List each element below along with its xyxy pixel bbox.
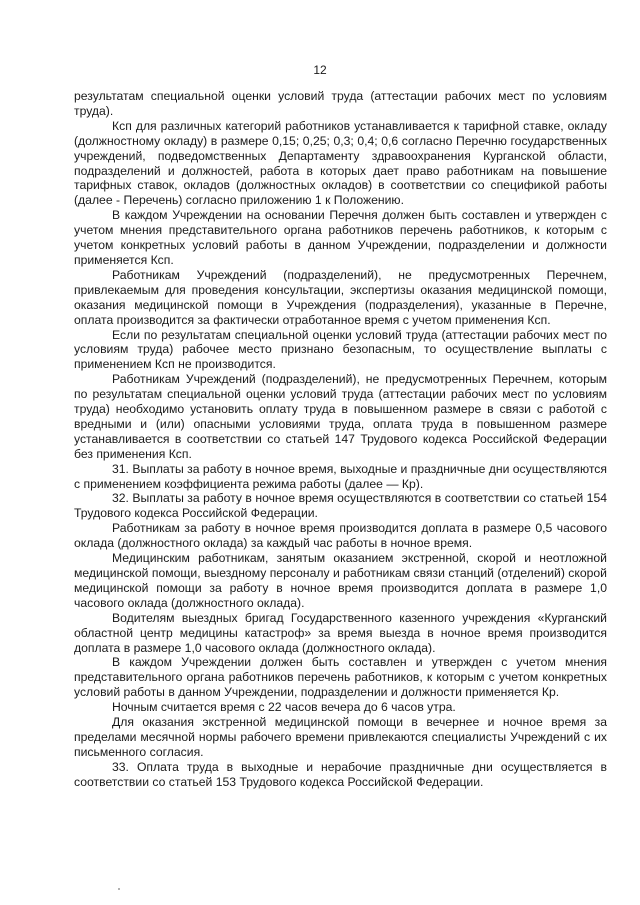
- document-body: [74, 89, 607, 790]
- paragraph-kr-list: В каждом Учреждении должен быть составлен и утвержден с учетом мнения представительного органа работников перечень работников, к которым с учетом конкретных условий работы в данном Учреждении, подразделении и должности применяется Кр.: [74, 655, 607, 700]
- page-number: 12: [313, 63, 327, 77]
- paragraph-safe-workplace: Если по результатам специальной оценки условий труда (аттестации рабочих мест по условиям труда) рабочее место признано безопасным, то осуществление выплаты с применением Ксп не производится.: [74, 327, 607, 372]
- paragraph-ksp-list: В каждом Учреждении на основании Перечня должен быть составлен и утвержден с учетом мнения представительного органа работников перечень работников, к которым с учетом конкретных условий работы в данном Учреждении, подразделении и должности применяется Ксп.: [74, 208, 607, 267]
- paragraph-drivers: Водителям выездных бригад Государственного казенного учреждения «Курганский областной центр медицины катастроф» за время выезда в ночное время производится доплата в размере 1,0 часового оклада (должностного оклада).: [74, 610, 607, 655]
- paragraph-night-hours: Ночным считается время с 22 часов вечера до 6 часов утра.: [112, 700, 456, 715]
- paragraph-ksp-rate: Ксп для различных категорий работников устанавливается к тарифной ставке, окладу (должностному окладу) в размере 0,15; 0,25; 0,3; 0,4; 0,6 согласно Перечню государственных учреждений, подведомственных Департаменту здравоохранения Курганской области, подразделений и должностей, работа в которых дает право работникам на повышение тарифных ставок, окладов (должностных окладов) в соответствии со спецификой работы (далее - Перечень) согласно приложению 1 к Положению.: [74, 118, 607, 208]
- paragraph-consultation: Работникам Учреждений (подразделений), не предусмотренных Перечнем, привлекаемым для проведения консультации, экспертизы оказания медицинской помощи, оказания медицинской помощи в Учреждения (подразделения), указанные в Перечне, оплата производится за фактически отработанное время с учетом применения Ксп.: [74, 267, 607, 327]
- paragraph-night-rate: Работникам за работу в ночное время производится доплата в размере 0,5 часового оклада (должностного оклада) за каждый час работы в ночное время.: [74, 521, 607, 551]
- paragraph-continuation: результатам специальной оценки условий труда (аттестации рабочих мест по условиям труда).: [74, 89, 607, 118]
- paragraph-item-33: 33. Оплата труда в выходные и нерабочие праздничные дни осуществляется в соответствии со статьей 153 Трудового кодекса Российской Федерации.: [74, 759, 607, 789]
- paragraph-item-31: 31. Выплаты за работу в ночное время, выходные и праздничные дни осуществляются с применением коэффициента режима работы (далее — Кр).: [74, 461, 607, 491]
- paragraph-emergency-staff: Медицинским работникам, занятым оказанием экстренной, скорой и неотложной медицинской помощи, выездному персоналу и работникам связи станций (отделений) скорой медицинской помощи за работу в ночное время производится доплата в размере 1,0 часового оклада (должностного оклада).: [74, 551, 607, 610]
- scan-speck: [118, 888, 120, 890]
- paragraph-overtime: Для оказания экстренной медицинской помощи в вечернее и ночное время за пределами месячной нормы рабочего времени привлекаются специалисты Учреждений с их письменного согласия.: [74, 715, 607, 759]
- paragraph-hazardous-conditions: Работникам Учреждений (подразделений), не предусмотренных Перечнем, которым по результатам специальной оценки условий труда (аттестации рабочих мест по условиям труда) необходимо установить оплату труда в повышенном размере в связи с работой с вредными и (или) опасными условиями труда, оплата труда в повышенном размере устанавливается в соответствии со статьей 147 Трудового кодекса Российской Федерации без применения Ксп.: [74, 372, 607, 461]
- paragraph-item-32: 32. Выплаты за работу в ночное время осуществляются в соответствии со статьей 154 Трудового кодекса Российской Федерации.: [74, 491, 607, 521]
